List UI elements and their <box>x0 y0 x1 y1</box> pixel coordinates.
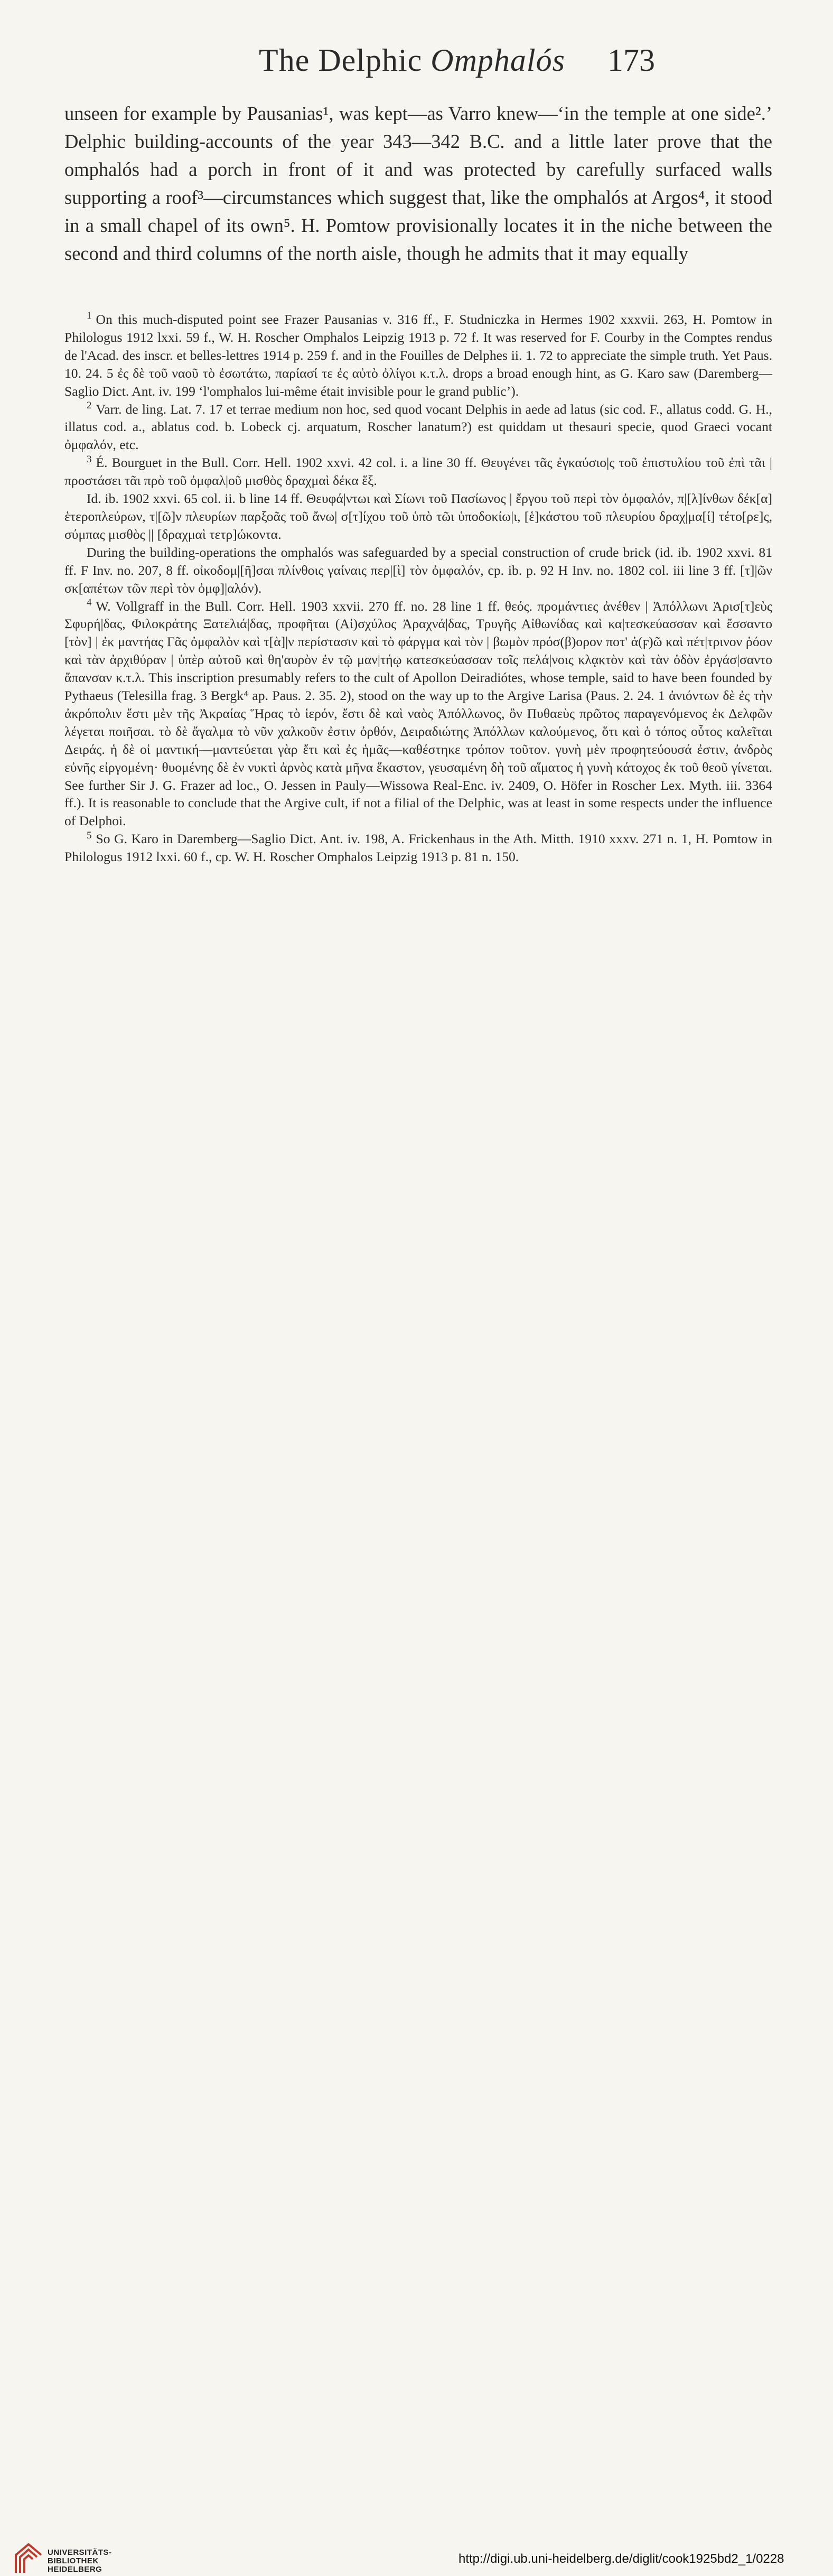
footnote-5 <box>64 830 772 866</box>
source-url-link[interactable]: http://digi.ub.uni-heidelberg.de/diglit/cook1925bd2_1/0228 <box>458 2552 784 2566</box>
footnote-3-cont <box>64 490 772 544</box>
footnote-text: É. Bourguet in the Bull. Corr. Hell. 1902 xxvi. 42 col. i. a line 30 ff. Θευγένει τᾶς ἐγκαύσιο|ς τοῦ ἐπιστυλίου τοῦ ἐπὶ τᾶι | προστάσει τᾶι πρὸ τοῦ ὀμφαλ|οῦ μισθὸς δραχμαὶ δέκα ἕξ. <box>64 455 772 489</box>
footnote-3 <box>64 454 772 490</box>
footnote-text: W. Vollgraff in the Bull. Corr. Hell. 1903 xxvii. 270 ff. no. 28 line 1 ff. θεός. προμάντιες ἀνέθεν | Ἀπόλλωνι Ἀρισ[τ]εὺς Σφυρή|δας, Φιλοκράτης Ξατελιά|δας, προφῆται (Αἰ)σχύλος Ἀραχνά|δας, Τρυγῆς Αἰθωνίδας καὶ κα|τεσκεύασσαν καὶ ἔσσαντο [τὸν] | ἐκ μαντήας Γᾶς ὀμφαλὸν καὶ τ[ὰ]|ν περίστασιν καὶ τὸ φάργμα καὶ τὸν | βωμὸν πρόσ(β)ορον ποτ' ἀ(ϝ)ῶ καὶ πέτ|τρινον ῥόον καὶ τὰν ἀρχιθύραν | ὑπὲρ αὐτοῦ καὶ θη'αυρὸν ἐν τῷ μαν|τήῳ κατεσκεύασσαν τοῖς πελά|νοις κλᾳκτὸν καὶ τὰν ὁδὸν ἐργάσ|σαντο ἅπανσαν κ.τ.λ. This inscription presumably refers to the cult of Apollon Deiradiótes, whose temple, said to have been founded by Pythaeus (Telesilla frag. 3 Bergk⁴ ap. Paus. 2. 35. 2), stood on the way up to the Argive Larisa (Paus. 2. 24. 1 ἀνιόντων δὲ ἐς τὴν ἀκρόπολιν ἔστι μὲν τῆς Ἀκραίας Ἥρας τὸ ἱερόν, ἔστι δὲ καὶ ναὸς Ἀπόλλωνος, ὃν Πυθαεὺς πρῶτος παραγενόμενος ἐκ Δελφῶν λέγεται ποιῆσαι. τὸ δὲ ἄγαλμα τὸ νῦν χαλκοῦν ἐστιν ὀρθόν, Δειραδιώτης Ἀπόλλων καλούμενος, ὅτι καὶ ὁ τόπος οὗτος καλεῖται Δειράς. ἡ δὲ οἱ μαντική—μαντεύεται γὰρ ἔτι καὶ ἐς ἡμᾶς—καθέστηκε τρόπον τοῦτον. γυνὴ μὲν προφητεύουσά ἐστιν, ἀνδρὸς εὐνῆς εἰργομένη· θυομένης δὲ ἐν νυκτὶ ἀρνὸς κατὰ μῆνα ἕκαστον, γευσαμένη δὴ τοῦ αἵματος ἡ γυνὴ κάτοχος ἐκ τοῦ θεοῦ γίνεται. See further Sir J. G. Frazer ad loc., O. Jessen in Pauly—Wissowa Real-Enc. iv. 2409, O. Höfer in Roscher Lex. Myth. iii. 3364 ff.). It is reasonable to conclude that the Argive cult, if not a filial of the Delphic, was at least in some respects under the influence of Delphoi. <box>64 598 772 829</box>
page-number: 173 <box>607 43 655 78</box>
footnote-number: 4 <box>87 596 92 608</box>
institution-line: HEIDELBERG <box>48 2565 102 2574</box>
footnote-text: On this much-disputed point see Frazer Pausanias v. 316 ff., F. Studniczka in Hermes 1902 xxxvii. 263, H. Pomtow in Philologus 1912 lxxi. 59 f., W. H. Roscher Omphalos Leipzig 1913 p. 72 f. It was reserved for F. Courby in the Comptes rendus de l'Acad. des inscr. et belles-lettres 1914 p. 259 f. and in the Fouilles de Delphes ii. 1. 72 to appreciate the simple truth. Yet Paus. 10. 24. 5 ἐς δὲ τοῦ ναοῦ τὸ ἐσωτάτω, παρίασί τε ἐς αὐτὸ ὀλίγοι κ.τ.λ. drops a broad enough hint, as G. Karo saw (Daremberg—Saglio Dict. Ant. iv. 199 ‘l'omphalos lui-même était invisible pour le grand public’). <box>64 312 772 399</box>
footnotes <box>64 311 772 866</box>
footnote-text: Id. ib. 1902 xxvi. 65 col. ii. b line 14 ff. Θευφά|ντωι καὶ Σίωνι τοῦ Πασίωνος | ἔργου τοῦ περὶ τὸν ὀμφαλόν, π|[λ]ίνθων δέκ[α] ἑτεροπλεύρων, τ|[ῶ]ν πλευρίων παρξοᾶς τοῦ ἄνω| σ[τ]ίχου τοῦ ὑπὸ τῶι ὑποδοκίω|ι, [ἑ]κάστου τοῦ πλευρίου δραχ|μα[ί] τέτο[ρε]ς, σύμπας μισθὸς || [δραχμαὶ τετρ]ώκοντα. <box>64 491 772 542</box>
title-text: The Delphic <box>259 43 431 78</box>
page-title <box>211 42 613 79</box>
footnote-text: During the building-operations the omphalós was safeguarded by a special construction of crude brick (id. ib. 1902 xxvi. 81 ff. F Inv. no. 207, 8 ff. οἰκοδομ|[ῆ]σαι πλίνθοις γαίναις περ|[ὶ] τὸν ὀμφαλόν, cp. ib. p. 92 H Inv. no. 1802 col. iii line 3 ff. [τ]|ῶν σκ[απέτων τῶν περὶ τὸν ὀμφ]|αλόν). <box>64 544 772 596</box>
digitization-footer <box>0 1268 833 2574</box>
footnote-number: 5 <box>87 829 92 841</box>
footnote-number: 3 <box>87 453 92 465</box>
footnote-number: 1 <box>87 310 92 322</box>
footnote-2 <box>64 400 772 454</box>
institution-line: UNIVERSITÄTS- <box>48 2548 112 2557</box>
footnote-text: So G. Karo in Daremberg—Saglio Dict. Ant. iv. 198, A. Frickenhaus in the Ath. Mitth. 1910 xxxv. 271 n. 1, H. Pomtow in Philologus 1912 lxxi. 60 f., cp. W. H. Roscher Omphalos Leipzig 1913 p. 81 n. 150. <box>64 831 772 865</box>
footnote-text: Varr. de ling. Lat. 7. 17 et terrae medium non hoc, sed quod vocant Delphis in aede ad latus (sic cod. F., allatus codd. G. H., illatus cod. a., ablatus cod. b. Lobeck cj. arquatum, Roscher lanatum?) est quiddam ut thesauri specie, quod Graeci vocant ὀμφαλόν, etc. <box>64 401 772 453</box>
footnote-3-cont2 <box>64 544 772 598</box>
title-italic: Omphalós <box>430 43 565 78</box>
footnote-1 <box>64 311 772 400</box>
institution-line: BIBLIOTHEK <box>48 2556 99 2565</box>
footnote-4 <box>64 598 772 830</box>
footnote-number: 2 <box>87 400 92 411</box>
institution-name <box>48 2549 112 2574</box>
library-logo-icon <box>12 2541 46 2576</box>
running-header <box>0 42 833 85</box>
main-text: unseen for example by Pausanias¹, was kept—as Varro knew—‘in the temple at one side².’ Delphic building-accounts of the year 343—342 B.C. and a little later prove that the omphalós had a porch in front of it and was protected by carefully surfaced walls supporting a roof³—circumstances which suggest that, like the omphalós at Argos⁴, it stood in a small chapel of its own⁵. H. Pomtow provisionally locates it in the niche between the second and third columns of the north aisle, though he admits that it may equally <box>64 102 772 264</box>
